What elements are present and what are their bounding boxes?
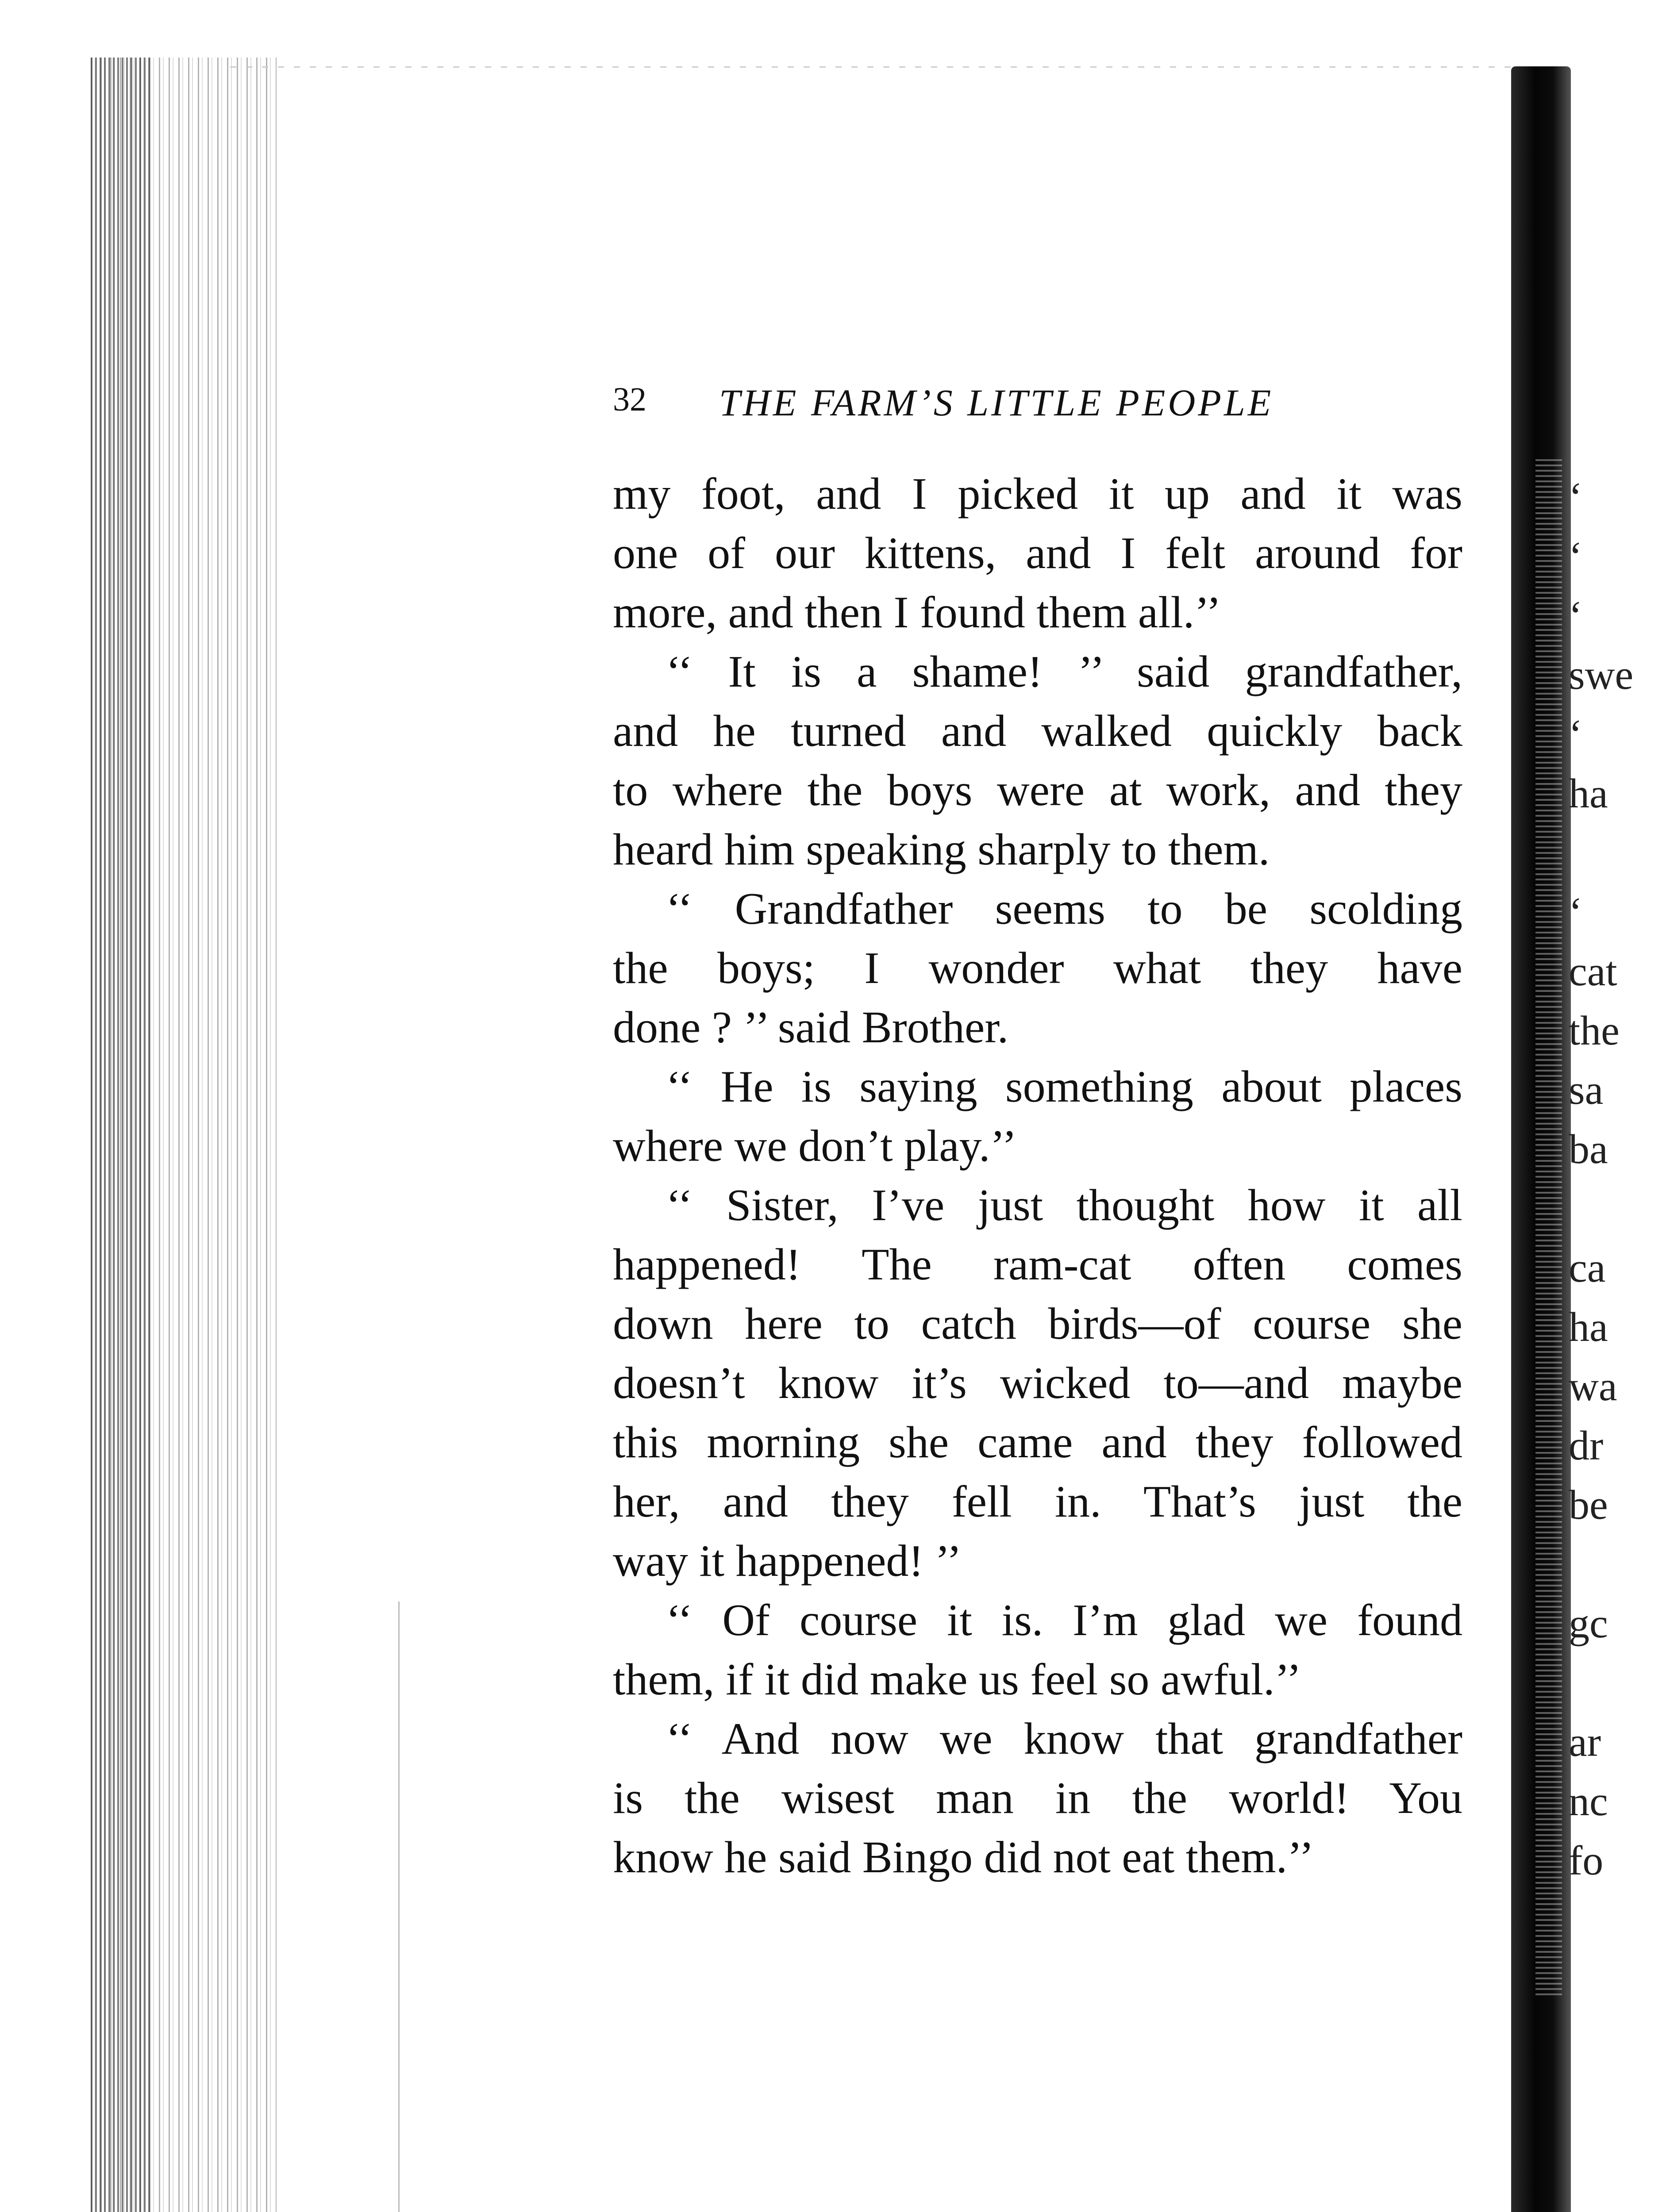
text-line: ‘‘ And now we know that grandfather — [666, 1714, 1462, 1764]
text-line: my foot, and I picked it up and it was — [613, 469, 1462, 519]
text-line: and he turned and walked quickly back — [613, 706, 1462, 756]
facing-page-fragment: dr — [1569, 1423, 1604, 1469]
body-text — [613, 465, 1462, 1887]
facing-page-fragment: the — [1569, 1008, 1620, 1054]
text-line: down here to catch birds—of course she — [613, 1299, 1462, 1349]
facing-page-fragment: nc — [1569, 1778, 1608, 1824]
facing-page-fragment: ‘ — [1569, 889, 1583, 935]
text-line: one of our kittens, and I felt around for — [613, 528, 1462, 578]
text-line: this morning she came and they followed — [613, 1417, 1462, 1467]
page-header — [613, 380, 1462, 429]
facing-page-fragment: ‘ — [1569, 593, 1583, 639]
left-scan-edge — [91, 58, 153, 2212]
text-line: ‘‘ It is a shame! ’’ said grandfather, — [666, 647, 1462, 697]
text-line: way it happened! ’’ — [613, 1536, 962, 1586]
text-line: ‘‘ Grandfather seems to be scolding — [666, 884, 1462, 934]
spine-fringe — [1535, 456, 1562, 1995]
facing-page-fragment: gc — [1569, 1601, 1608, 1647]
text-line: the boys; I wonder what they have — [613, 943, 1462, 993]
text-line: heard him speaking sharply to them. — [613, 825, 1270, 875]
text-line: where we don’t play.’’ — [613, 1121, 1017, 1171]
facing-page-fragment: ‘ — [1569, 711, 1583, 757]
facing-page-fragment: ‘ — [1569, 474, 1583, 520]
facing-page-fragment: ha — [1569, 771, 1608, 817]
facing-page-fragment: ha — [1569, 1304, 1608, 1350]
text-line: her, and they fell in. That’s just the — [613, 1477, 1462, 1527]
facing-page-fragment: ca — [1569, 1245, 1606, 1291]
text-line: doesn’t know it’s wicked to—and maybe — [613, 1358, 1462, 1408]
top-scan-edge — [230, 66, 1513, 68]
facing-page-fragment: wa — [1569, 1363, 1617, 1409]
facing-page-fragment: be — [1569, 1482, 1608, 1528]
facing-page-fragment: swe — [1569, 652, 1634, 698]
text-line: them, if it did make us feel so awful.’’ — [613, 1655, 1301, 1705]
facing-page-fragment: cat — [1569, 949, 1617, 995]
page-number: 32 — [613, 381, 646, 418]
gutter-line — [398, 1601, 400, 2212]
text-line: done ? ’’ said Brother. — [613, 1002, 1009, 1052]
text-line: to where the boys were at work, and they — [613, 765, 1462, 815]
facing-page-fragment: ‘ — [1569, 534, 1583, 580]
running-head: THE FARM’S LITTLE PEOPLE — [719, 381, 1274, 424]
text-line: happened! The ram-cat often comes — [613, 1240, 1462, 1290]
facing-page-fragment: ar — [1569, 1719, 1601, 1765]
text-line: ‘‘ Of course it is. I’m glad we found — [666, 1595, 1462, 1645]
facing-page-fragment: fo — [1569, 1838, 1604, 1884]
text-line: more, and then I found them all.’’ — [613, 588, 1221, 637]
text-line: is the wisest man in the world! You — [613, 1773, 1462, 1823]
text-line: ‘‘ Sister, I’ve just thought how it all — [666, 1180, 1462, 1230]
facing-page-fragment: sa — [1569, 1067, 1604, 1113]
text-line: ‘‘ He is saying something about places — [666, 1062, 1462, 1112]
facing-page-fragment: ba — [1569, 1126, 1608, 1172]
text-line: know he said Bingo did not eat them.’’ — [613, 1832, 1314, 1882]
